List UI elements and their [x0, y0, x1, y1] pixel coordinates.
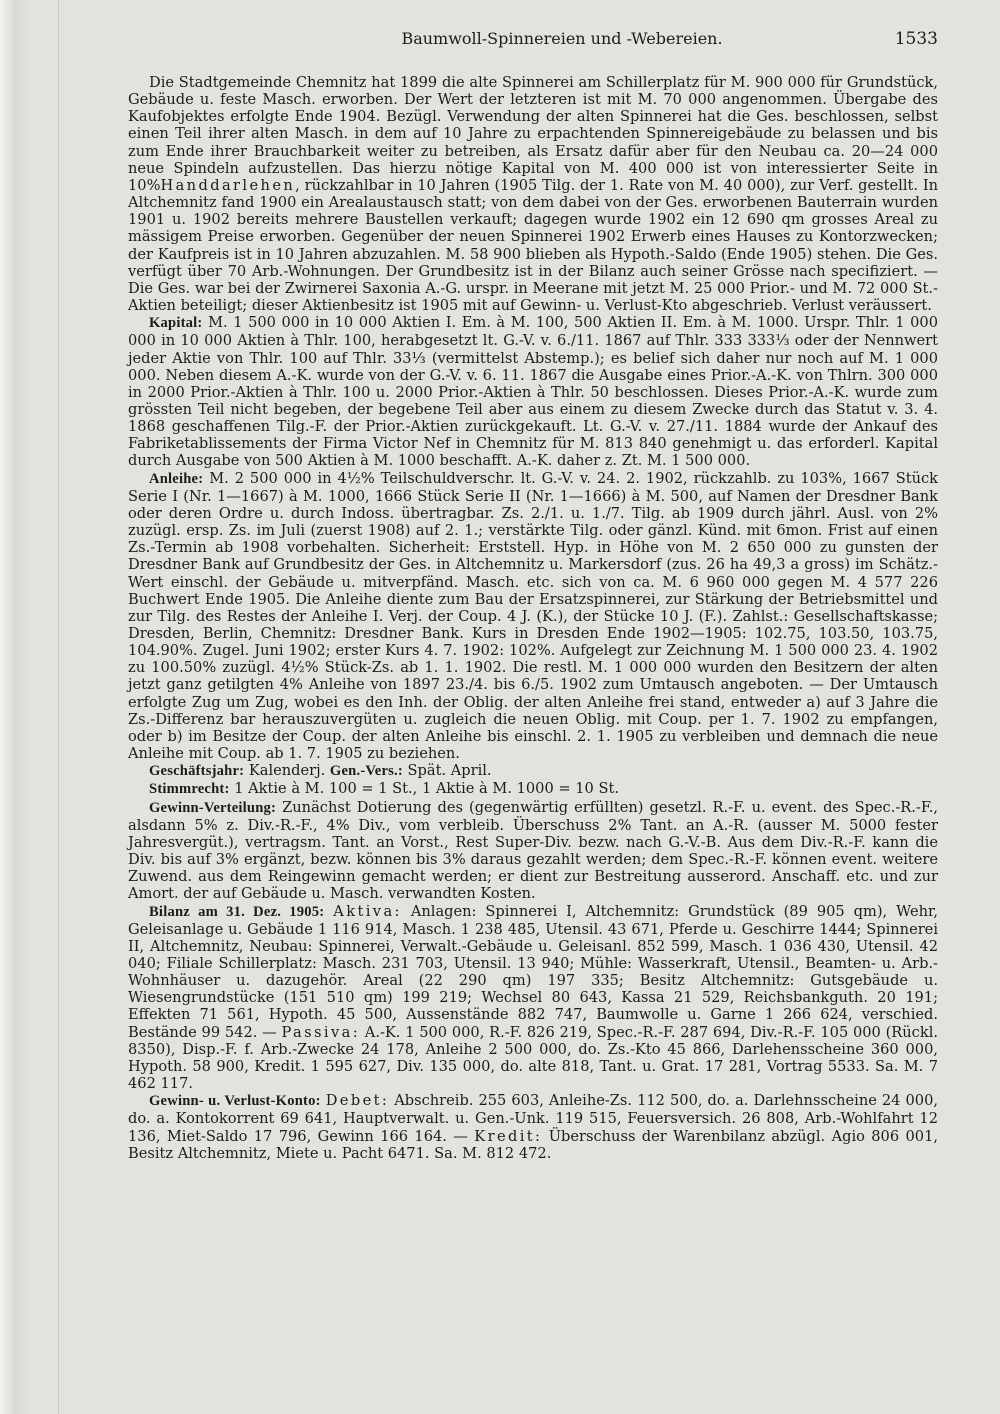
geschaeftsjahr-text: Kalenderj. — [244, 762, 330, 780]
aktiva-label: Aktiva: — [333, 902, 402, 920]
kredit-text: Überschuss der Warenbilanz abzügl. Agio 806 001, Besitz Altchemnitz, Miete u. Pacht 6471. Sa. M. 812 472. — [128, 1127, 938, 1162]
bilanz-label: Bilanz am 31. Dez. 1905: — [149, 903, 325, 920]
gewinn-verteilung-label: Gewinn-Verteilung: — [149, 799, 277, 816]
page-header — [128, 26, 938, 52]
debet-text: Abschreib. 255 603, Anleihe-Zs. 112 500, do. a. Darlehnsscheine 24 000, do. a. Kontokorrent 69 641, Hauptverwalt. u. Gen.-Unk. 119 515, Feuersversich. 26 808, Arb.-Wohlfahrt 12 136, Miet-Saldo 17 796, Gewinn 166 164. — — [128, 1092, 939, 1145]
gewinn-verlust-label: Gewinn- u. Verlust-Konto: — [149, 1093, 321, 1110]
passiva-text: A.-K. 1 500 000, R.-F. 826 219, Spec.-R.-F. 287 694, Div.-R.-F. 105 000 (Rückl. 8350), Disp.-F. f. Arb.-Zwecke 24 178, Anleihe 2 500 000, do. Zs.-Kto 45 866, Darlehensscheine 360 000, Hypoth. 58 900, Kredit. 1 595 627, Div. 135 000, do. alte 818, Tant. u. Grat. 17 281, Vortrag 5533. Sa. M. 7 462 117. — [128, 1023, 938, 1093]
kredit-label: Kredit: — [474, 1127, 543, 1145]
stimmrecht-text: 1 Aktie à M. 100 = 1 St., 1 Aktie à M. 1000 = 10 St. — [229, 780, 619, 798]
intro-text-2: , rückzahlbar in 10 Jahren (1905 Tilg. der 1. Rate von M. 40 000), zur Verf. gestellt. In Altchemnitz fand 1900 ein Arealaustausch statt; von dem dabei von der Ges. erworbenen Bauterrain wurden 1901 u. 1902 bereits mehrere Baustellen verkauft; dagegen wurde 1902 ein 12 690 qm grosses Areal zu mässigem Preise erworben. Gegenüber der neuen Spinnerei 1902 Erwerb eines Hauses zu Kontorzwecken; der Kaufpreis ist in 10 Jahren abzuzahlen. M. 58 900 blieben als Hypoth.-Saldo (Ende 1905) stehen. Die Ges. verfügt über 70 Arb.-Wohnungen. Der Grundbesitz ist in der Bilanz auch seiner Grösse nach specifiziert. — Die Ges. war bei der Zwirnerei Saxonia A.-G. urspr. in Meerane mit jetzt M. 25 000 Prior.- und M. 72 000 St.-Aktien beteiligt; dieser Aktienbesitz ist 1905 mit auf Gewinn- u. Verlust-Kto abgeschrieb. Verlust veräussert. — [128, 176, 938, 315]
gen-vers-label: Gen.-Vers.: — [329, 763, 403, 780]
document-page — [128, 26, 938, 1162]
bilanz-section — [128, 903, 938, 1093]
gewinn-verteilung-section — [128, 799, 938, 903]
intro-paragraph — [128, 74, 938, 314]
page-fold-line — [58, 0, 59, 1414]
stimmrecht-section — [128, 780, 938, 798]
intro-emphasis: Handdarlehen — [160, 176, 296, 194]
anleihe-text: M. 2 500 000 in 4½% Teilschuldverschr. lt. G.-V. v. 24. 2. 1902, rückzahlb. zu 103%, 1667 Stück Serie I (Nr. 1—1667) à M. 1000, 1666 Stück Serie II (Nr. 1—1666) à M. 500, auf Namen der Dresdner Bank oder deren Ordre u. durch Indoss. übertragbar. Zs. 2./1. u. 1./7. Tilg. ab 1909 durch jährl. Ausl. von 2% zuzügl. ersp. Zs. im Juli (zuerst 1908) auf 2. 1.; verstärkte Tilg. oder gänzl. Künd. mit 6mon. Frist auf einen Zs.-Termin ab 1908 vorbehalten. Sicherheit: Erststell. Hyp. in Höhe von M. 2 650 000 zu gunsten der Dresdner Bank auf Grundbesitz der Ges. in Altchemnitz u. Markersdorf (zus. 26 ha 49,3 a gross) im Schätz.-Wert einschl. der Gebäude u. mitverpfänd. Masch. etc. sich von ca. M. 6 960 000 gegen M. 4 577 226 Buchwert Ende 1905. Die Anleihe diente zum Bau der Ersatzspinnerei, zur Stärkung der Betriebsmittel und zur Tilg. des Restes der Anleihe I. Verj. der Coup. 4 J. (K.), der Stücke 10 J. (F.). Zahlst.: Gesellschaftskasse; Dresden, Berlin, Chemnitz: Dresdner Bank. Kurs in Dresden Ende 1902—1905: 102.75, 103.50, 103.75, 104.90%. Zugel. Juni 1902; erster Kurs 4. 7. 1902: 102%. Aufgelegt zur Zeichnung M. 1 500 000 23. 4. 1902 zu 100.50% zuzügl. 4½% Stück-Zs. ab 1. 1. 1902. Die restl. M. 1 000 000 wurden den Besitzern der alten jetzt ganz getilgten 4% Anleihe von 1897 23./4. bis 6./5. 1902 zum Umtausch angeboten. — Der Umtausch erfolgte Zug um Zug, wobei es den Inh. der Oblig. der alten Anleihe frei stand, entweder a) auf 3 Jahre die Zs.-Differenz bar herauszuvergüten u. zugleich die neuen Oblig. mit Coup. per 1. 7. 1902 zu empfangen, oder b) im Besitze der Coup. der alten Anleihe bis einschl. 2. 1. 1905 zu verbleiben und demnach die neue Anleihe mit Coup. ab 1. 7. 1905 zu beziehen. — [128, 469, 938, 763]
gen-vers-text: Spät. April. — [402, 762, 492, 780]
geschaeftsjahr-label: Geschäftsjahr: — [149, 763, 245, 780]
running-title: Baumwoll-Spinnereien und -Webereien. — [401, 29, 723, 48]
gewinn-verteilung-text: Zunächst Dotierung des (gegenwärtig erfüllten) gesetzl. R.-F. u. event. des Spec.-R.-F., alsdann 5% z. Div.-R.-F., 4% Div., vom verbleib. Überschuss 2% Tant. an A.-R. (ausser M. 5000 fester Jahresvergüt.), vertragsm. Tant. an Vorst., Rest Super-Div. bezw. nach G.-V.-B. Aus dem Div.-R.-F. kann die Div. bis auf 3% ergänzt, bezw. können bis 3% daraus gezahlt werden; dem Spec.-R.-F. können event. weitere Zuwend. aus dem Reingewinn gemacht werden; er dient zur Bestreitung ausserord. Anschaff. etc. und zur Amort. der auf Gebäude u. Masch. verwandten Kosten. — [128, 798, 938, 903]
kapital-label: Kapital: — [149, 315, 203, 332]
passiva-label: Passiva: — [281, 1023, 361, 1041]
gewinn-verlust-section — [128, 1092, 938, 1162]
kapital-text: M. 1 500 000 in 10 000 Aktien I. Em. à M. 100, 500 Aktien II. Em. à M. 1000. Urspr. Thlr. 1 000 000 in 10 000 Aktien à Thlr. 100, herabgesetzt lt. G.-V. v. 6./11. 1867 auf Thlr. 333 333⅓ oder der Nennwert jeder Aktie von Thlr. 100 auf Thlr. 33⅓ (vermittelst Abstemp.); es belief sich daher nur noch auf M. 1 000 000. Neben diesem A.-K. wurde von der G.-V. v. 6. 11. 1867 die Ausgabe eines Prior.-A.-K. von Thlrn. 300 000 in 2000 Prior.-Aktien à Thlr. 100 u. 2000 Prior.-Aktien à Thlr. 50 beschlossen. Dieses Prior.-A.-K. wurde zum grössten Teil nicht begeben, der begebene Teil aber aus einem zu diesem Zwecke durch das Statut v. 3. 4. 1868 geschaffenen Tilg.-F. der Prior.-Aktien zurückgekauft. Lt. G.-V. v. 27./11. 1884 wurde der Ankauf des Fabriketablissements der Firma Victor Nef in Chemnitz für M. 813 840 genehmigt u. das erforderl. Kapital durch Ausgabe von 500 Aktien à M. 1000 beschafft. A.-K. daher z. Zt. M. 1 500 000. — [128, 314, 938, 470]
stimmrecht-label: Stimmrecht: — [149, 781, 230, 798]
anleihe-label: Anleihe: — [149, 470, 204, 487]
page-number: 1533 — [894, 29, 938, 49]
geschaeftsjahr-section — [128, 762, 938, 780]
aktiva-text: Anlagen: Spinnerei I, Altchemnitz: Grundstück (89 905 qm), Wehr, Geleisanlage u. Gebäude 1 116 914, Masch. 1 238 485, Utensil. 43 671, Pferde u. Geschirre 1444; Spinnerei II, Altchemnitz, Neubau: Spinnerei, Verwalt.-Gebäude u. Geleisanl. 852 599, Masch. 1 036 430, Utensil. 42 040; Filiale Schillerplatz: Masch. 231 703, Utensil. 13 940; Mühle: Wasserkraft, Utensil., Beamten- u. Arb.-Wohnhäuser u. dazugehör. Areal (22 290 qm) 197 335; Besitz Altchemnitz: Gutsgebäude u. Wiesengrundstücke (151 510 qm) 199 219; Wechsel 80 643, Kassa 21 529, Reichsbankguth. 20 191; Effekten 71 561, Hypoth. 45 500, Aussenstände 882 747, Baumwolle u. Garne 1 266 624, verschied. Bestände 99 542. — — [128, 902, 938, 1041]
intro-text-1: Die Stadtgemeinde Chemnitz hat 1899 die alte Spinnerei am Schillerplatz für M. 900 000 für Grundstück, Gebäude u. feste Masch. erworben. Der Wert der letzteren ist mit M. 70 000 angenommen. Übergabe des Kaufobjektes erfolgte Ende 1904. Bezügl. Verwendung der alten Spinnerei hat die Ges. beschlossen, selbst einen Teil ihrer alten Masch. in dem auf 10 Jahre zu erpachtenden Spinnereigebäude zu belassen und bis zum Ende ihrer Brauchbarkeit weiter zu betreiben, als Ersatz dafür aber für den Neubau ca. 20—24 000 neue Spindeln aufzustellen. Das hierzu nötige Kapital von M. 400 000 ist von interessierter Seite in 10% — [128, 74, 938, 194]
kapital-section — [128, 314, 938, 469]
book-binding-edge — [0, 0, 28, 1414]
anleihe-section — [128, 470, 938, 763]
debet-label: Debet: — [325, 1092, 390, 1110]
